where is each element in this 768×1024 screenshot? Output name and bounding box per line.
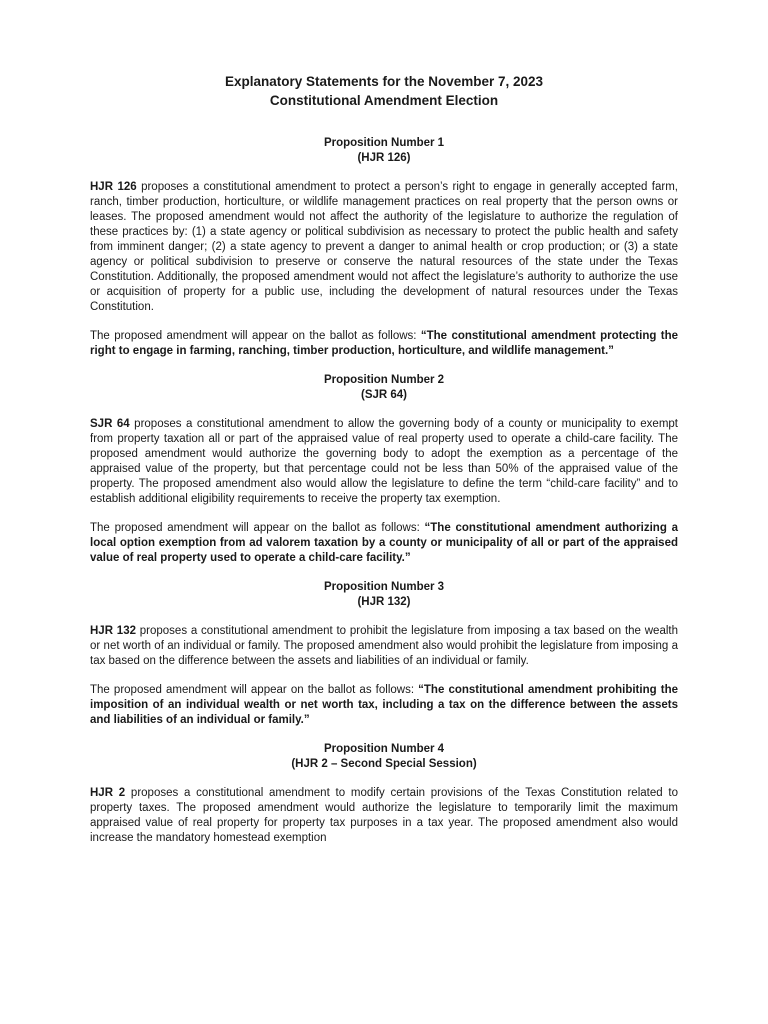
ballot-text: “The constitutional amendment prohibiting the imposition of an individual wealth or net worth tax, including a tax on the difference between the assets and liabilities of an individual or family.” (90, 684, 678, 726)
resolution-lead: HJR 126 (90, 181, 137, 193)
proposition-number: Proposition Number 2 (323, 374, 445, 386)
ballot-language (90, 521, 678, 566)
proposition-explanation (90, 417, 678, 507)
title-line-2: Constitutional Amendment Election (269, 93, 499, 108)
proposition-number: Proposition Number 4 (323, 743, 445, 755)
proposition-heading (90, 373, 678, 403)
ballot-language (90, 683, 678, 728)
proposition-4 (90, 742, 678, 846)
explanation-text: proposes a constitutional amendment to protect a person’s right to engage in generally accepted farm, ranch, timber production, horticulture, or wildlife management practices on real property that the person owns or leases. The proposed amendment would not affect the authority of the legislature to authorize the regulation of these practices by: (1) a state agency or political subdivision as necessary to protect the public health and safety from imminent danger; (2) a state agency to prevent a danger to animal health or crop production; or (3) a state agency or political subdivision to preserve or conserve the natural resources of the state under the Texas Constitution. Additionally, the proposed amendment would not affect the legislature’s authority to authorize the use or acquisition of property for a public use, including the development of natural resources under the Texas Constitution. (90, 181, 678, 313)
proposition-3 (90, 580, 678, 728)
proposition-resolution: (HJR 126) (357, 152, 411, 164)
explanation-text: proposes a constitutional amendment to modify certain provisions of the Texas Constitution related to property taxes. The proposed amendment would authorize the legislature to temporarily limit the maximum appraised value of real property for property tax purposes in a tax year. The proposed amendment also would increase the mandatory homestead exemption (90, 787, 678, 844)
proposition-explanation (90, 786, 678, 846)
ballot-language (90, 329, 678, 359)
ballot-text: “The constitutional amendment authorizing a local option exemption from ad valorem taxation by a county or municipality of all or part of the appraised value of real property used to operate a child-care facility.” (90, 522, 678, 564)
proposition-heading (90, 580, 678, 610)
ballot-intro: The proposed amendment will appear on the ballot as follows: (90, 330, 421, 342)
resolution-lead: HJR 132 (90, 625, 136, 637)
ballot-intro: The proposed amendment will appear on the ballot as follows: (90, 684, 419, 696)
ballot-intro: The proposed amendment will appear on the ballot as follows: (90, 522, 425, 534)
proposition-2 (90, 373, 678, 566)
proposition-resolution: (HJR 132) (357, 596, 411, 608)
proposition-number: Proposition Number 1 (323, 137, 445, 149)
explanation-text: proposes a constitutional amendment to prohibit the legislature from imposing a tax based on the wealth or net worth of an individual or family. The proposed amendment also would prohibit the legislature from imposing a tax based on the difference between the assets and liabilities of an individual or family. (90, 625, 678, 667)
proposition-resolution: (HJR 2 – Second Special Session) (291, 758, 477, 770)
proposition-heading (90, 136, 678, 166)
proposition-1 (90, 136, 678, 359)
proposition-explanation (90, 624, 678, 669)
title-line-1: Explanatory Statements for the November 7, 2023 (224, 74, 544, 89)
ballot-text: “The constitutional amendment protecting the right to engage in farming, ranching, timber production, horticulture, and wildlife management.” (90, 330, 678, 357)
proposition-heading (90, 742, 678, 772)
proposition-resolution: (SJR 64) (360, 389, 408, 401)
proposition-explanation (90, 180, 678, 315)
proposition-number: Proposition Number 3 (323, 581, 445, 593)
document-title (90, 72, 678, 110)
resolution-lead: HJR 2 (90, 787, 126, 799)
explanation-text: proposes a constitutional amendment to allow the governing body of a county or municipality to exempt from property taxation all or part of the appraised value of real property used to operate a child-care facility. The proposed amendment would authorize the governing body to adopt the exemption as a percentage of the appraised value of the property, but that percentage could not be less than 50% of the appraised value of the property. The proposed amendment also would allow the legislature to define the term “child-care facility” and to establish additional eligibility requirements to receive the property tax exemption. (90, 418, 678, 505)
resolution-lead: SJR 64 (90, 418, 130, 430)
